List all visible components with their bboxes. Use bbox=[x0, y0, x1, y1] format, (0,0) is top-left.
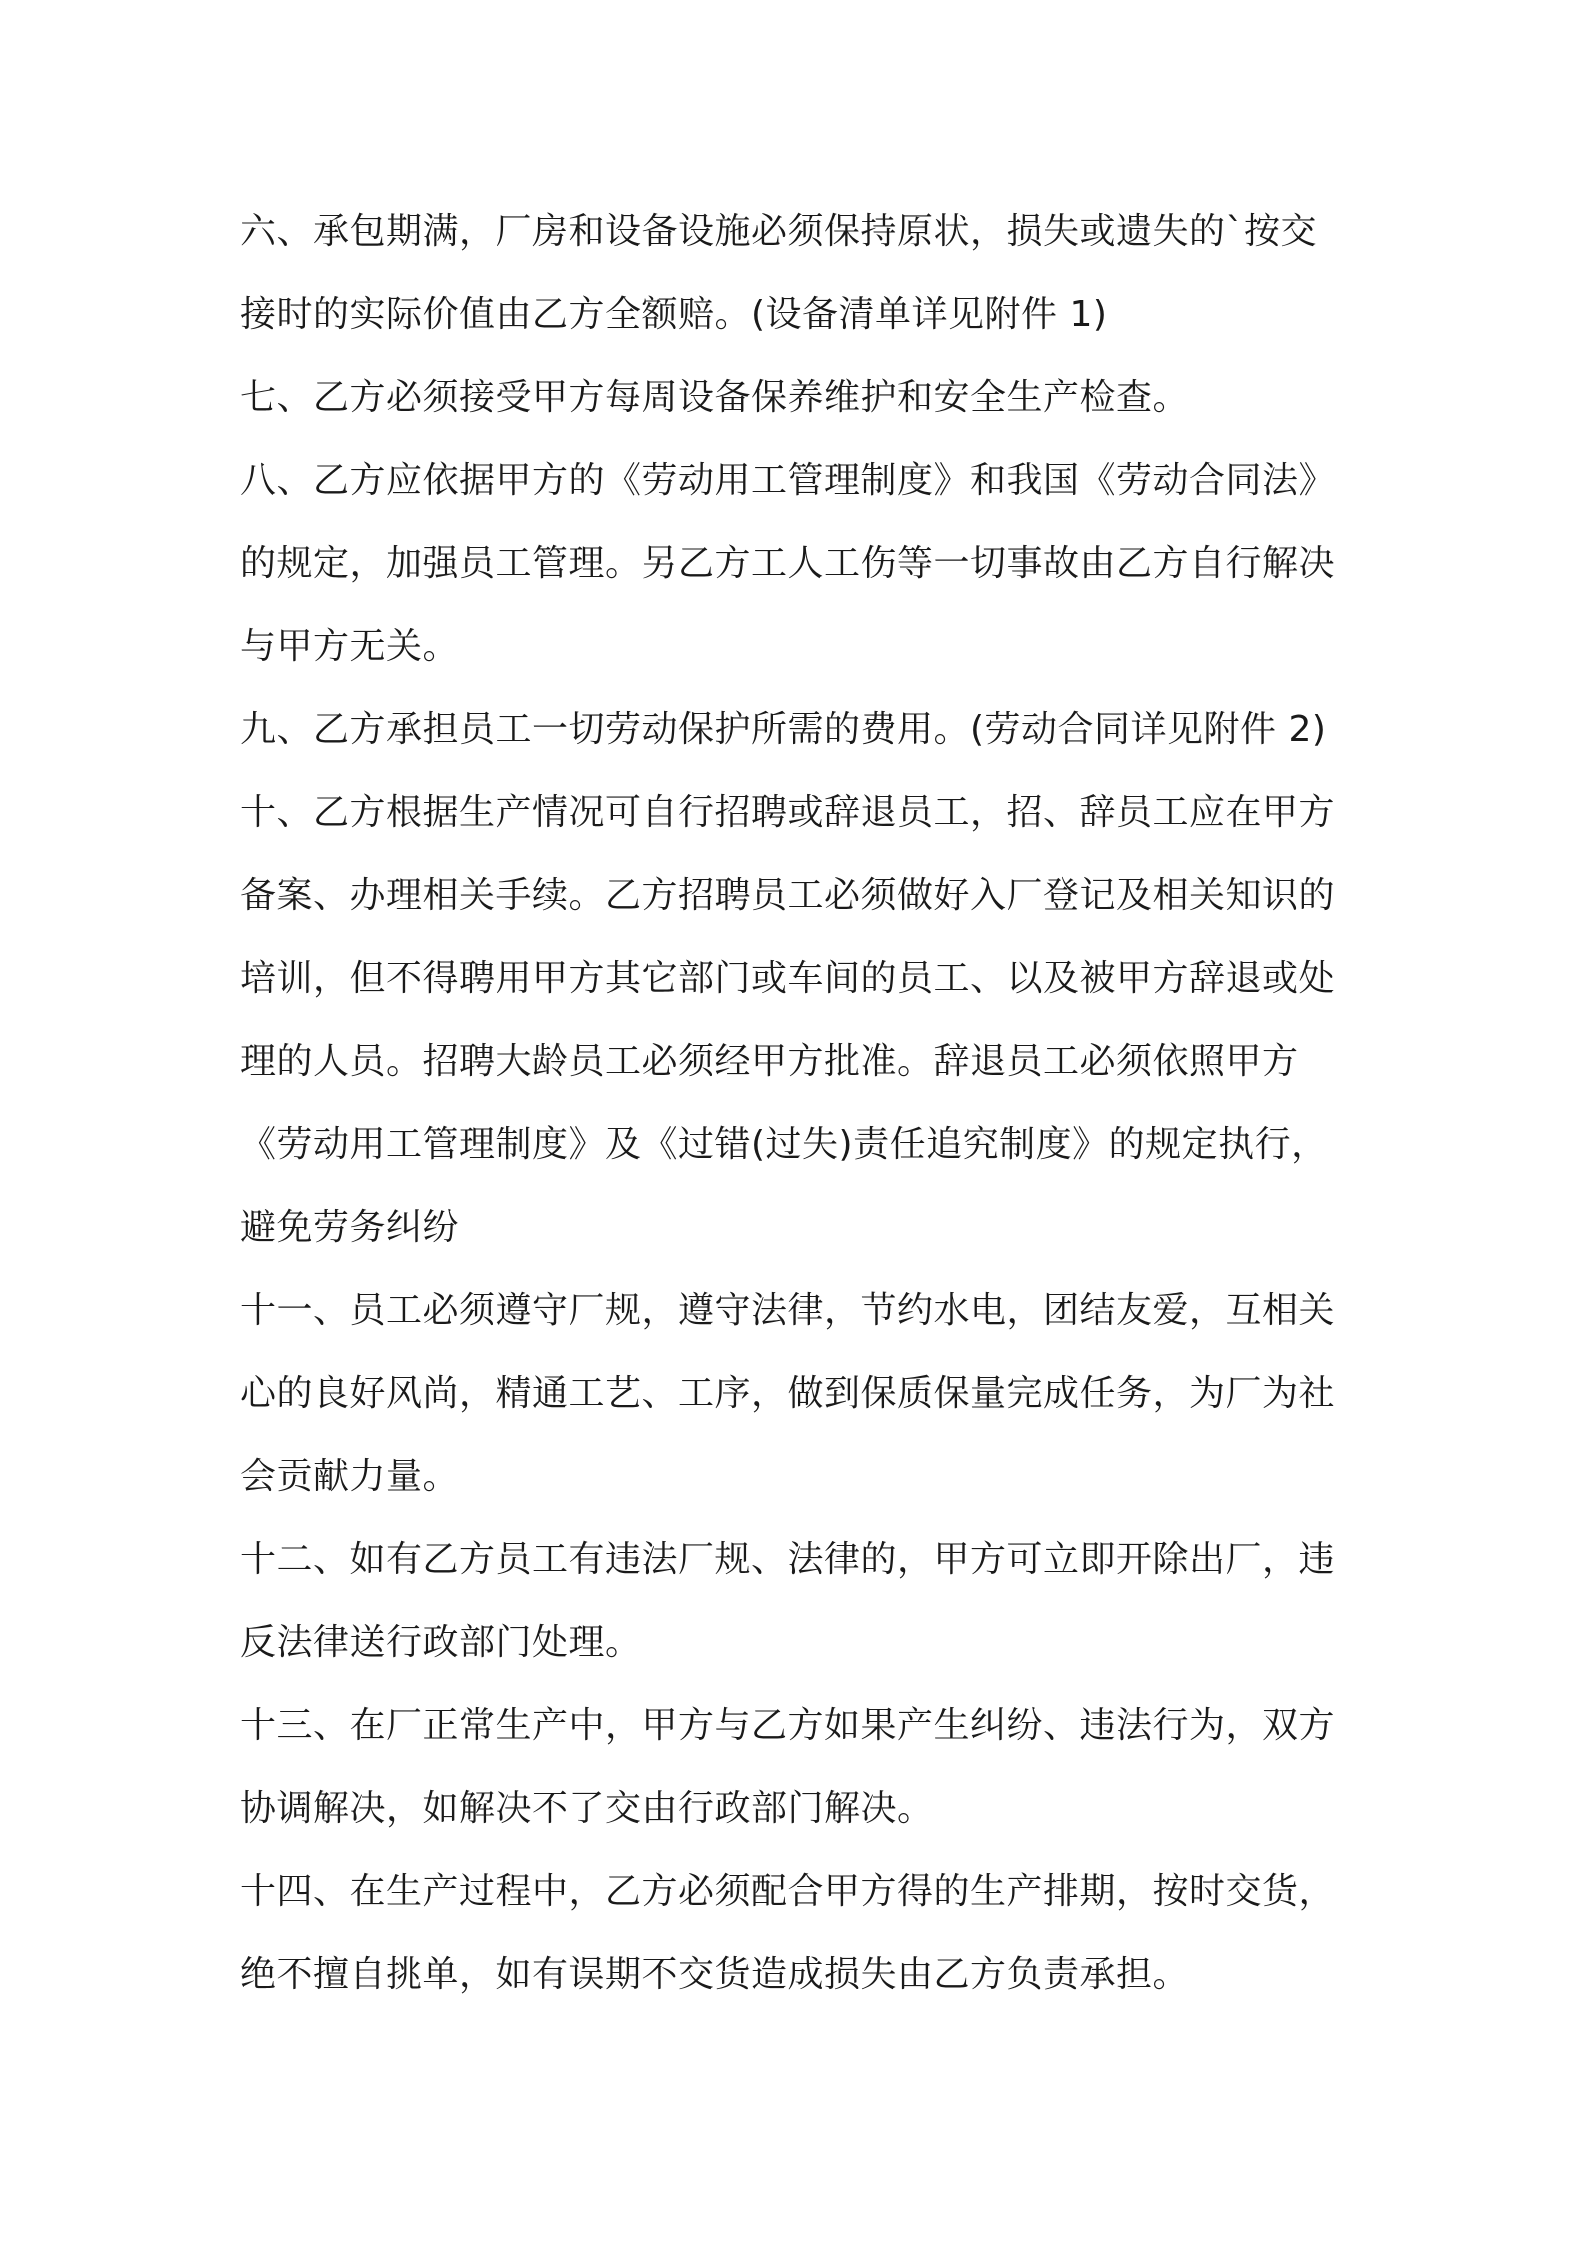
clause-7: 七、乙方必须接受甲方每周设备保养维护和安全生产检查。 bbox=[240, 377, 1190, 418]
clause-14: 十四、在生产过程中，乙方必须配合甲方得的生产排期，按时交货，绝不擅自挑单，如有误期不交货造成损失由乙方负责承担。 bbox=[240, 1871, 1336, 1995]
clause-13: 十三、在厂正常生产中，甲方与乙方如果产生纠纷、违法行为，双方协调解决，如解决不了交由行政部门解决。 bbox=[240, 1705, 1336, 1829]
clause-10: 十、乙方根据生产情况可自行招聘或辞退员工，招、辞员工应在甲方备案、办理相关手续。乙方招聘员工必须做好入厂登记及相关知识的培训，但不得聘用甲方其它部门或车间的员工、以及被甲方辞退或处理的人员。招聘大龄员工必须经甲方批准。辞退员工必须依照甲方《劳动用工管理制度》及《过错(过失)责任追究制度》的规定执行，避免劳务纠纷 bbox=[240, 792, 1336, 1248]
document-body bbox=[240, 190, 1352, 2016]
clause-12: 十二、如有乙方员工有违法厂规、法律的，甲方可立即开除出厂，违反法律送行政部门处理。 bbox=[240, 1539, 1336, 1663]
clause-11: 十一、员工必须遵守厂规，遵守法律，节约水电，团结友爱，互相关心的良好风尚，精通工艺、工序，做到保质保量完成任务，为厂为社会贡献力量。 bbox=[240, 1290, 1336, 1497]
clause-9: 九、乙方承担员工一切劳动保护所需的费用。(劳动合同详见附件 2) bbox=[240, 709, 1327, 750]
clause-8: 八、乙方应依据甲方的《劳动用工管理制度》和我国《劳动合同法》的规定，加强员工管理。另乙方工人工伤等一切事故由乙方自行解决与甲方无关。 bbox=[240, 460, 1336, 667]
clause-6: 六、承包期满，厂房和设备设施必须保持原状，损失或遗失的`按交接时的实际价值由乙方全额赔。(设备清单详见附件 1) bbox=[240, 211, 1318, 335]
